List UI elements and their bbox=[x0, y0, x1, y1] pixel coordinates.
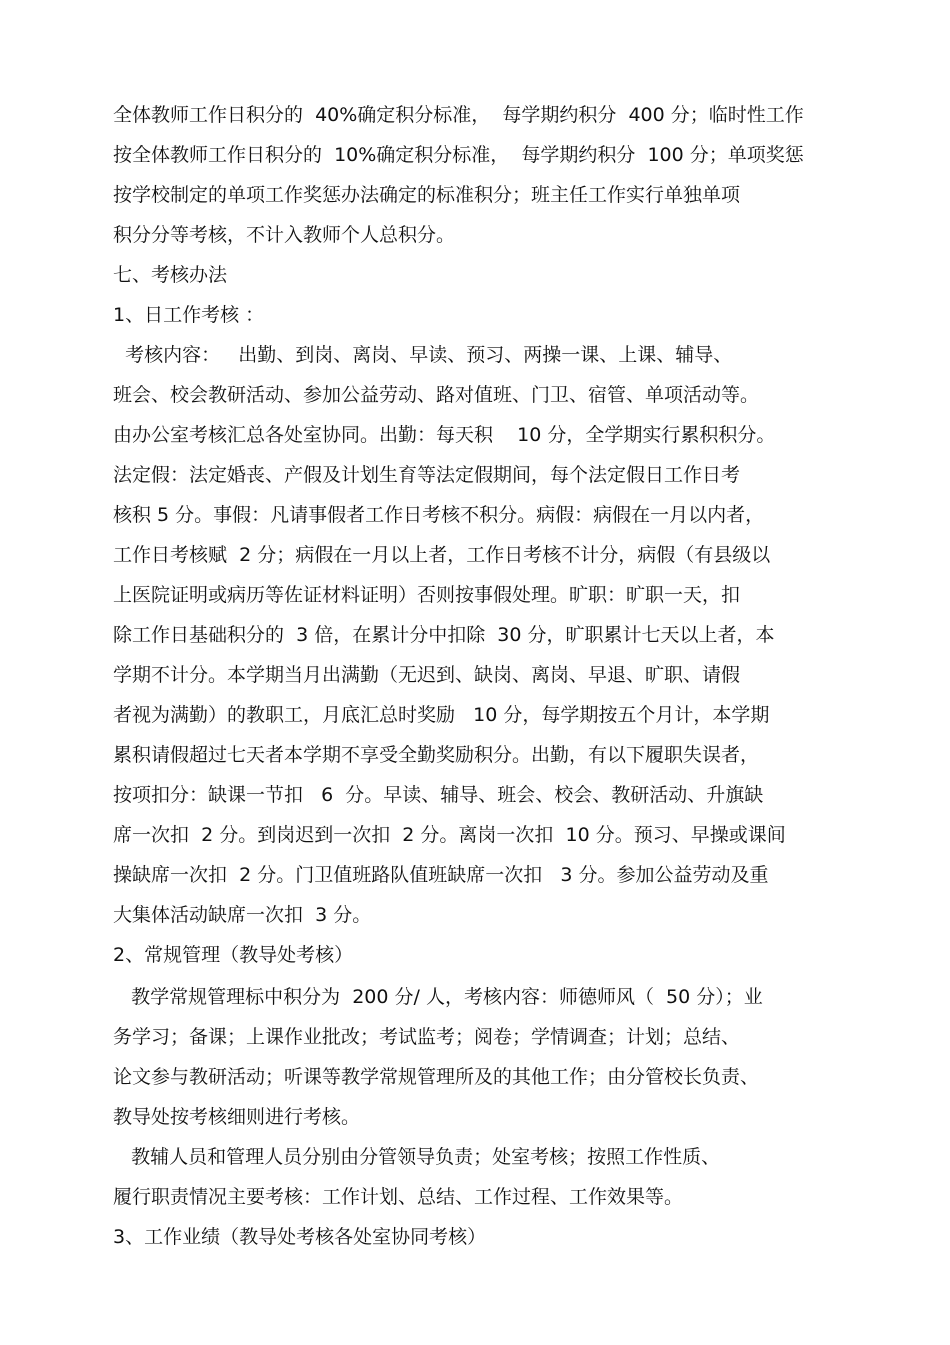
text-line: 上医院证明或病历等佐证材料证明）否则按事假处理。旷职：旷职一天，扣 bbox=[113, 584, 741, 606]
text-line: 教导处按考核细则进行考核。 bbox=[113, 1106, 361, 1128]
text-line: 务学习；备课；上课作业批改；考试监考；阅卷；学情调查；计划；总结、 bbox=[113, 1026, 741, 1048]
subsection-heading: 3、工作业绩（教导处考核各处室协同考核） bbox=[113, 1226, 487, 1248]
text-line: 学期不计分。本学期当月出满勤（无迟到、缺岗、离岗、早退、旷职、请假 bbox=[113, 664, 741, 686]
text-line: 考核内容： 出勤、到岗、离岗、早读、预习、两操一课、上课、辅导、 bbox=[113, 344, 733, 366]
text-line: 累积请假超过七天者本学期不享受全勤奖励积分。出勤，有以下履职失误者， bbox=[113, 744, 760, 766]
subsection-heading: 2、常规管理（教导处考核） bbox=[113, 944, 354, 966]
text-line: 班会、校会教研活动、参加公益劳动、路对值班、门卫、宿管、单项活动等。 bbox=[113, 384, 760, 406]
text-line: 席一次扣 2 分。到岗迟到一次扣 2 分。离岗一次扣 10 分。预习、早操或课间 bbox=[113, 824, 786, 846]
text-line: 教辅人员和管理人员分别由分管领导负责；处室考核；按照工作性质、 bbox=[113, 1146, 721, 1168]
text-line: 按学校制定的单项工作奖惩办法确定的标准积分；班主任工作实行单独单项 bbox=[113, 184, 741, 206]
text-line: 大集体活动缺席一次扣 3 分。 bbox=[113, 904, 372, 926]
text-line: 由办公室考核汇总各处室协同。出勤：每天积 10 分，全学期实行累积积分。 bbox=[113, 424, 776, 446]
text-line: 教学常规管理标中积分为 200 分/ 人，考核内容：师德师风（ 50 分）；业 bbox=[113, 986, 763, 1008]
text-line: 除工作日基础积分的 3 倍，在累计分中扣除 30 分，旷职累计七天以上者，本 bbox=[113, 624, 775, 646]
text-line: 工作日考核赋 2 分；病假在一月以上者，工作日考核不计分，病假（有县级以 bbox=[113, 544, 771, 566]
subsection-heading: 1、日工作考核 ： bbox=[113, 304, 265, 326]
text-line: 全体教师工作日积分的 40%确定积分标准， 每学期约积分 400 分；临时性工作 bbox=[113, 104, 804, 126]
text-line: 法定假：法定婚丧、产假及计划生育等法定假期间，每个法定假日工作日考 bbox=[113, 464, 741, 486]
text-line: 论文参与教研活动；听课等教学常规管理所及的其他工作；由分管校长负责、 bbox=[113, 1066, 760, 1088]
text-line: 按项扣分：缺课一节扣 6 分。早读、辅导、班会、校会、教研活动、升旗缺 bbox=[113, 784, 764, 806]
section-heading: 七、考核办法 bbox=[113, 264, 228, 286]
text-line: 履行职责情况主要考核：工作计划、总结、工作过程、工作效果等。 bbox=[113, 1186, 684, 1208]
text-line: 按全体教师工作日积分的 10%确定积分标准， 每学期约积分 100 分；单项奖惩 bbox=[113, 144, 804, 166]
text-line: 核积 5 分。事假：凡请事假者工作日考核不积分。病假：病假在一月以内者， bbox=[113, 504, 765, 526]
text-line: 操缺席一次扣 2 分。门卫值班路队值班缺席一次扣 3 分。参加公益劳动及重 bbox=[113, 864, 769, 886]
text-line: 者视为满勤）的教职工，月底汇总时奖励 10 分，每学期按五个月计，本学期 bbox=[113, 704, 770, 726]
text-line: 积分分等考核，不计入教师个人总积分。 bbox=[113, 224, 456, 246]
